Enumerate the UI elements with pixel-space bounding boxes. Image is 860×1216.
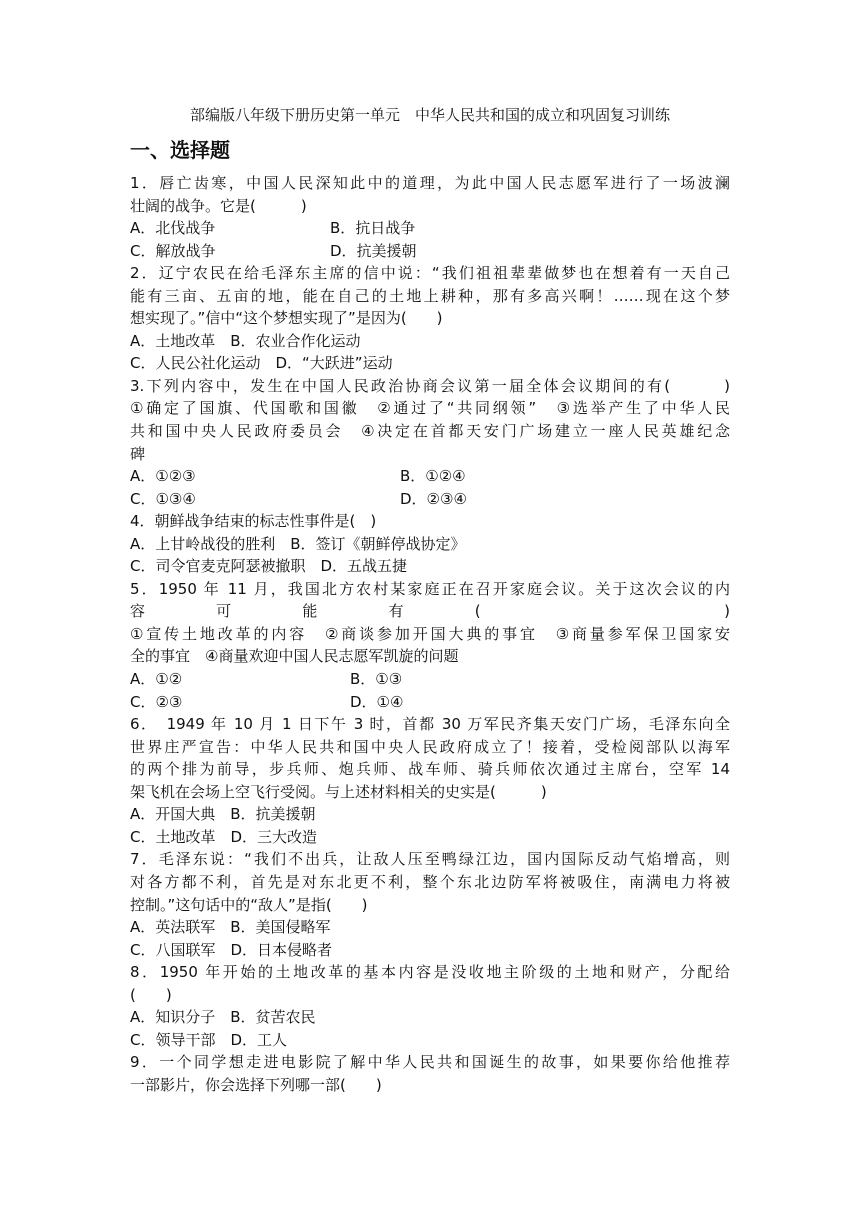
answer-option: A．知识分子 B．贫苦农民 bbox=[130, 1008, 316, 1027]
answer-option: D．②③④ bbox=[400, 489, 467, 508]
answer-option: C．八国联军 D．日本侵略者 bbox=[130, 940, 333, 959]
question-stem-line: 8．1950 年开始的土地改革的基本内容是没收地主阶级的土地和财产，分配给 bbox=[130, 963, 730, 982]
question-stem-line: 容可能有( ) bbox=[130, 602, 730, 621]
option-row bbox=[130, 939, 730, 962]
answer-option: B．抗日战争 bbox=[330, 219, 416, 238]
answer-option: C．人民公社化运动 D．“大跃进”运动 bbox=[130, 354, 393, 373]
answer-option: D．抗美援朝 bbox=[330, 241, 417, 260]
question-2 bbox=[130, 262, 730, 375]
question-stem-line: 想实现了。”信中“这个梦想实现了”是因为( ) bbox=[130, 309, 443, 328]
answer-option: A．开国大典 B．抗美援朝 bbox=[130, 805, 316, 824]
question-stem-line: 一部影片，你会选择下列哪一部( ) bbox=[130, 1075, 382, 1094]
option-row bbox=[130, 1006, 730, 1029]
option-row bbox=[130, 916, 730, 939]
answer-option: B．①②④ bbox=[400, 467, 466, 486]
question-stem-line: 架飞机在会场上空飞行受阅。与上述材料相关的史实是( ) bbox=[130, 782, 547, 801]
question-5 bbox=[130, 578, 730, 713]
question-stem-line: ①确定了国旗、代国歌和国徽 ②通过了“共同纲领” ③选举产生了中华人民 bbox=[130, 399, 730, 418]
answer-option: C．解放战争 bbox=[130, 241, 216, 260]
answer-option: C．①③④ bbox=[130, 489, 196, 508]
document-title: 部编版八年级下册历史第一单元 中华人民共和国的成立和巩固复习训练 bbox=[189, 106, 670, 124]
question-stem-line: 4．朝鲜战争结束的标志性事件是( ) bbox=[130, 512, 377, 531]
question-9 bbox=[130, 1051, 730, 1096]
option-row bbox=[130, 217, 730, 240]
option-row bbox=[130, 1029, 730, 1052]
option-row bbox=[130, 533, 730, 556]
option-row bbox=[130, 803, 730, 826]
question-3 bbox=[130, 375, 730, 510]
answer-option: A．①②③ bbox=[130, 467, 196, 486]
question-8 bbox=[130, 961, 730, 1051]
question-stem-line: ( ) bbox=[130, 985, 172, 1004]
answer-option: C．领导干部 D．工人 bbox=[130, 1030, 288, 1049]
option-row bbox=[130, 240, 730, 263]
question-stem-line: 的两个排为前导，步兵师、炮兵师、战车师、骑兵师依次通过主席台，空军 14 bbox=[130, 760, 730, 779]
question-stem-line: 世界庄严宣告：中华人民共和国中央人民政府成立了！接着，受检阅部队以海军 bbox=[130, 737, 730, 756]
question-stem-line: 7．毛泽东说：“我们不出兵，让敌人压至鸭绿江边，国内国际反动气焰增高，则 bbox=[130, 850, 730, 869]
option-row bbox=[130, 352, 730, 375]
question-stem-line: 9．一个同学想走进电影院了解中华人民共和国诞生的故事，如果要你给他推荐 bbox=[130, 1053, 730, 1072]
answer-option: C．司令官麦克阿瑟被撤职 D．五战五捷 bbox=[130, 557, 408, 576]
answer-option: C．②③ bbox=[130, 692, 183, 711]
option-row bbox=[130, 691, 730, 714]
question-stem-line: 对各方都不利，首先是对东北更不利，整个东北边防军将被吸住，南满电力将被 bbox=[130, 872, 730, 891]
answer-option: A．①② bbox=[130, 670, 183, 689]
option-row bbox=[130, 330, 730, 353]
question-stem-line: 控制。”这句话中的“敌人”是指( ) bbox=[130, 895, 368, 914]
question-stem-line: 共和国中央人民政府委员会 ④决定在首都天安门广场建立一座人民英雄纪念 bbox=[130, 422, 730, 441]
question-stem-line: 6． 1949 年 10 月 1 日下午 3 时，首都 30 万军民齐集天安门广场，毛泽东向全 bbox=[130, 715, 730, 734]
question-stem-line: 5．1950 年 11 月，我国北方农村某家庭正在召开家庭会议。关于这次会议的内 bbox=[130, 579, 730, 598]
answer-option: D．①④ bbox=[350, 692, 404, 711]
question-stem-line: 能有三亩、五亩的地，能在自己的土地上耕种，那有多高兴啊！……现在这个梦 bbox=[130, 286, 730, 305]
answer-option: A．英法联军 B．美国侵略军 bbox=[130, 918, 331, 937]
question-stem-line: 3.下列内容中，发生在中国人民政治协商会议第一届全体会议期间的有( ) bbox=[130, 376, 730, 395]
question-6 bbox=[130, 713, 730, 848]
question-4 bbox=[130, 510, 730, 578]
question-stem-line: 碑 bbox=[130, 444, 146, 463]
answer-option: A．土地改革 B．农业合作化运动 bbox=[130, 331, 361, 350]
answer-option: B．①③ bbox=[350, 670, 403, 689]
option-row bbox=[130, 668, 730, 691]
answer-option: C．土地改革 D．三大改造 bbox=[130, 827, 318, 846]
question-7 bbox=[130, 848, 730, 961]
question-1 bbox=[130, 172, 730, 262]
option-row bbox=[130, 826, 730, 849]
answer-option: A．北伐战争 bbox=[130, 219, 216, 238]
question-stem-line: 壮阔的战争。它是( ) bbox=[130, 196, 307, 215]
question-stem-line: ①宣传土地改革的内容 ②商谈参加开国大典的事宜 ③商量参军保卫国家安 bbox=[130, 624, 730, 643]
question-stem-line: 2．辽宁农民在给毛泽东主席的信中说：“我们祖祖辈辈做梦也在想着有一天自己 bbox=[130, 264, 730, 283]
section-heading: 一、选择题 bbox=[130, 138, 230, 162]
option-row bbox=[130, 488, 730, 511]
option-row bbox=[130, 465, 730, 488]
question-stem-line: 全的事宜 ④商量欢迎中国人民志愿军凯旋的问题 bbox=[130, 647, 459, 666]
option-row bbox=[130, 555, 730, 578]
question-list bbox=[130, 172, 730, 1096]
answer-option: A．上甘岭战役的胜利 B．签订《朝鲜停战协定》 bbox=[130, 534, 466, 553]
question-stem-line: 1．唇亡齿寒，中国人民深知此中的道理，为此中国人民志愿军进行了一场波澜 bbox=[130, 174, 730, 192]
